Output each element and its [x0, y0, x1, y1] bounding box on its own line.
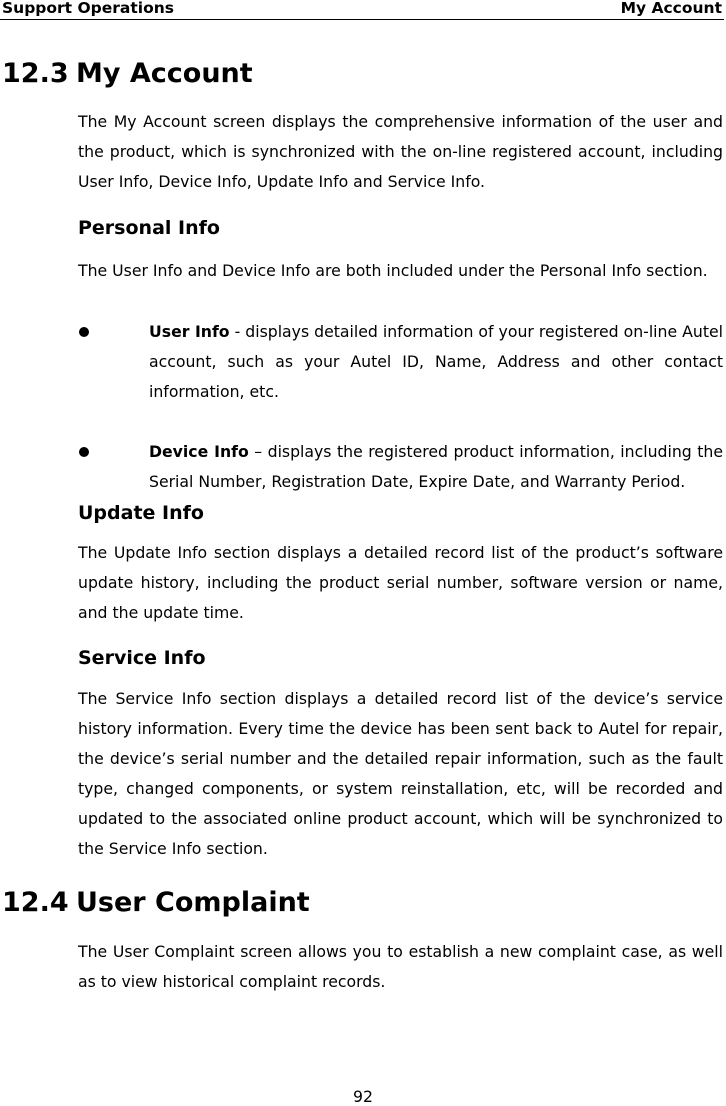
- section-title: My Account: [76, 58, 253, 89]
- section-heading-my-account: [2, 58, 253, 90]
- update-info-heading: Update Info: [78, 502, 204, 524]
- bullet-icon: [79, 327, 89, 337]
- section-number: 12.4: [2, 887, 69, 918]
- bullet-icon: [79, 447, 89, 457]
- bullet-device-info: [149, 437, 723, 497]
- header-chapter: Support Operations: [2, 0, 175, 17]
- user-complaint-text: The User Complaint screen allows you to establish a new complaint case, as well as to view historical complaint records.: [78, 942, 723, 991]
- personal-info-heading: Personal Info: [78, 217, 220, 239]
- bullet-term: Device Info: [149, 442, 249, 461]
- section-number: 12.3: [2, 58, 69, 89]
- header-section: My Account: [620, 0, 722, 17]
- update-info-text: The Update Info section displays a detailed record list of the product’s software update history, including the product serial number, software version or name, and the update time.: [78, 543, 723, 622]
- bullet-description: – displays the registered product information, including the Serial Number, Registration Date, Expire Date, and Warranty Period.: [149, 442, 723, 491]
- personal-info-text: The User Info and Device Info are both included under the Personal Info section.: [78, 261, 708, 280]
- bullet-term: User Info: [149, 322, 230, 341]
- section-title: User Complaint: [76, 887, 310, 918]
- bullet-user-info: [149, 317, 723, 407]
- bullet-description: - displays detailed information of your registered on-line Autel account, such as your Autel ID, Name, Address and other contact information, etc.: [149, 322, 723, 401]
- page-header: [0, 0, 724, 20]
- my-account-intro: The My Account screen displays the comprehensive information of the user and the product, which is synchronized with the on-line registered account, including User Info, Device Info, Update Info and Service Info.: [78, 112, 723, 191]
- service-info-text: The Service Info section displays a detailed record list of the device’s service history information. Every time the device has been sent back to Autel for repair, the device’s serial number and the detailed repair information, such as the fault type, changed components, or system reinstallation, etc, will be recorded and updated to the associated online product account, which will be synchronized to the Service Info section.: [78, 689, 723, 858]
- page-number: 92: [353, 1087, 373, 1106]
- service-info-heading: Service Info: [78, 647, 206, 669]
- section-heading-user-complaint: [2, 887, 310, 919]
